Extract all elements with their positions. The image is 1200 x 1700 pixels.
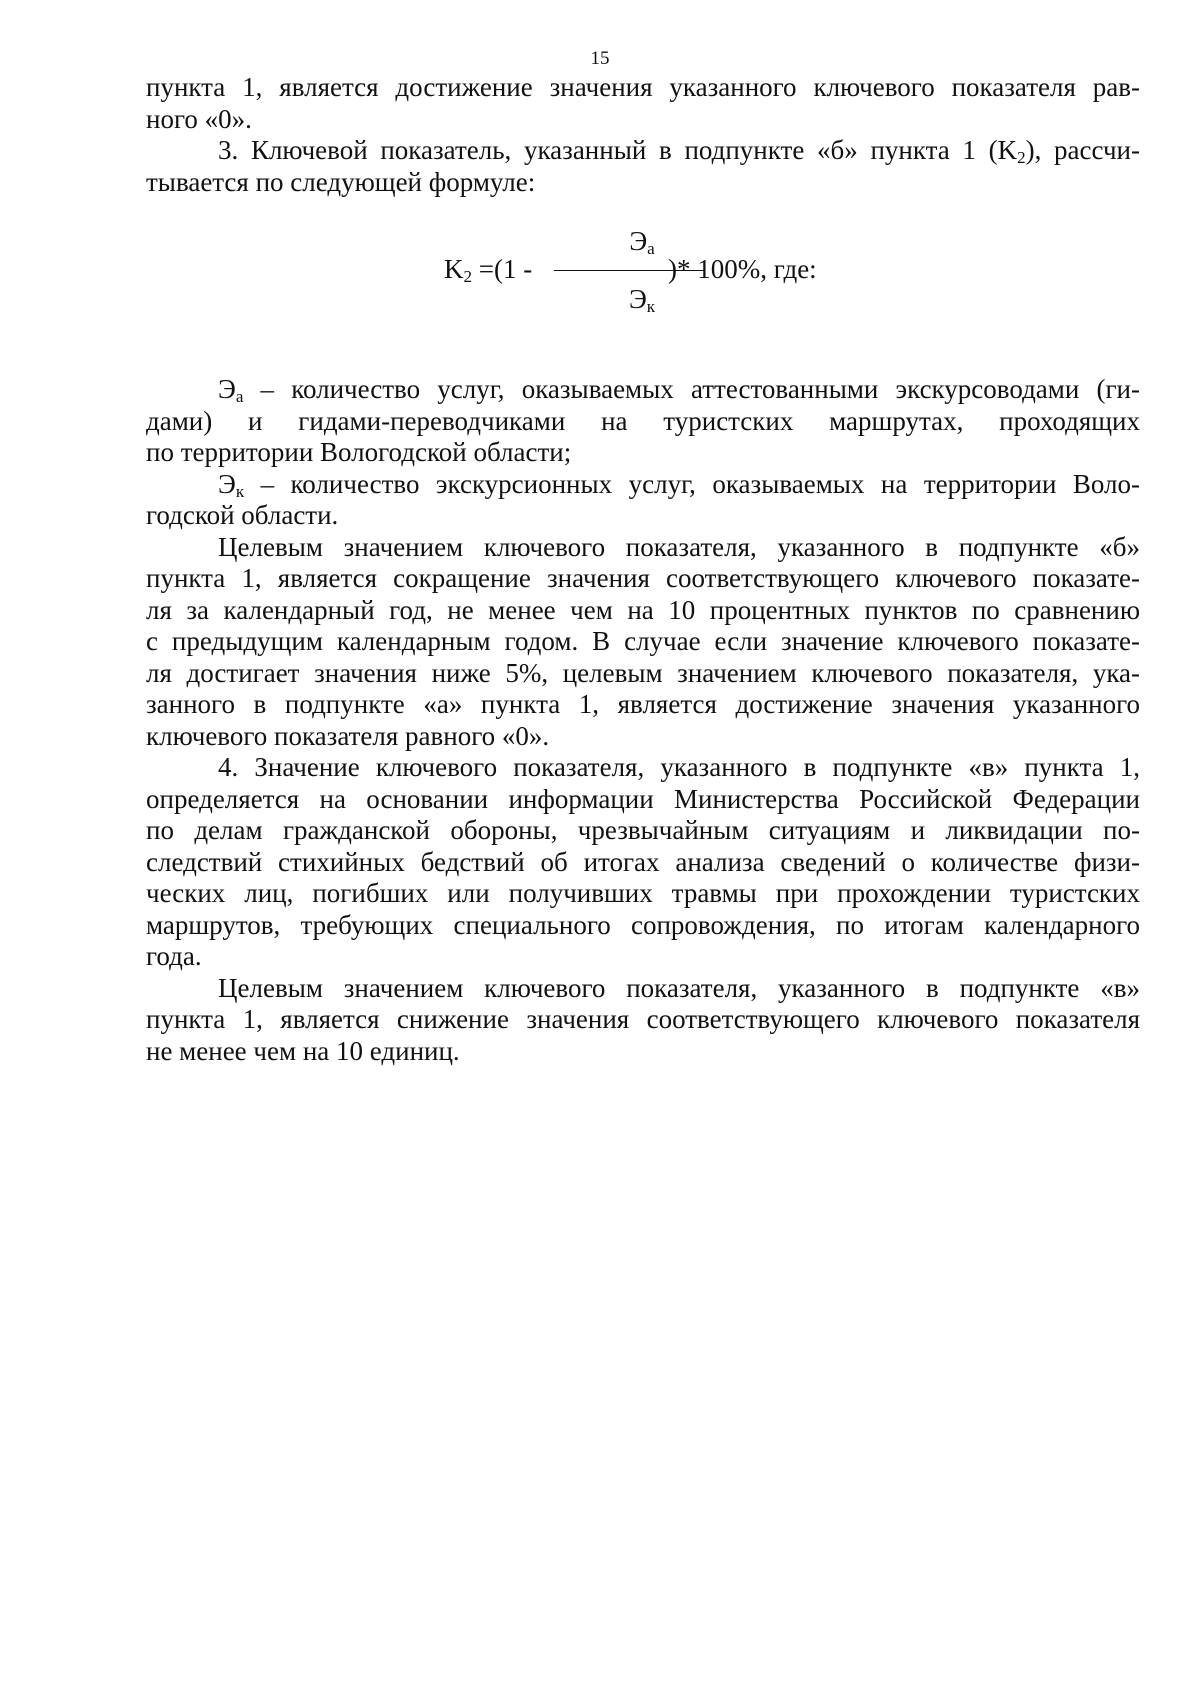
text-line: $Э_а$ – количество услуг, оказываемых аттестованными экскурсоводами (ги- <box>218 374 1140 406</box>
text-line: занного в подпункте «а» пункта 1, является достижение значения указанного <box>146 689 1140 719</box>
text-line: $Э_к$ – количество экскурсионных услуг, оказываемых на территории Воло- <box>218 468 1140 501</box>
text-line: пункта 1, является достижение значения указанного ключевого показателя рав- <box>146 72 1140 102</box>
text-line: тывается по следующей формуле: <box>146 166 536 197</box>
text-line: ного «0». <box>146 103 252 134</box>
text-line: пункта 1, является снижение значения соответствующего ключевого показателя <box>146 1004 1140 1034</box>
text-line: пункта 1, является сокращение значения соответствующего ключевого показате- <box>146 563 1140 593</box>
text-line: следствий стихийных бедствий об итогах анализа сведений о количестве физи- <box>146 846 1140 877</box>
text-line: определяется на основании информации Министерства Российской Федерации <box>146 783 1140 814</box>
text-line: по делам гражданской обороны, чрезвычайным ситуациям и ликвидации по- <box>146 815 1140 845</box>
text-line: годской области. <box>146 500 339 530</box>
text-line: дами) и гидами-переводчиками на туристских маршрутах, проходящих <box>146 405 1140 436</box>
text-line: 4. Значение ключевого показателя, указанного в подпункте «в» пункта 1, <box>218 752 1140 782</box>
page-number: 15 <box>590 48 610 69</box>
formula-lhs: $K_2 =(1$ - <box>444 254 533 286</box>
paragraph-item-4 <box>146 752 1140 973</box>
definition-ea <box>146 374 1140 469</box>
document-body <box>146 72 1140 1067</box>
text-line: ля достигает значения ниже 5%, целевым значением ключевого показателя, ука- <box>146 657 1140 688</box>
text-line: по территории Вологодской области; <box>146 437 572 467</box>
text-line: ческих лиц, погибших или получивших травмы при прохождении туристских <box>146 878 1140 908</box>
paragraph-item-3 <box>146 135 1140 198</box>
text-line: не менее чем на 10 единиц. <box>146 1035 460 1066</box>
definition-ek <box>146 469 1140 532</box>
text-line: ля за календарный год, не менее чем на 10 процентных пунктов по сравнению <box>146 594 1140 625</box>
paragraph-continuation <box>146 72 1140 135</box>
text-line: с предыдущим календарным годом. В случае если значение ключевого показате- <box>146 626 1140 656</box>
text-line: Целевым значением ключевого показателя, указанного в подпункте «б» <box>218 531 1140 562</box>
text-line: ключевого показателя равного «0». <box>146 720 550 751</box>
paragraph-target-v <box>146 973 1140 1068</box>
text-line: года. <box>146 941 202 971</box>
text-line: Целевым значением ключевого показателя, указанного в подпункте «в» <box>218 972 1140 1003</box>
text-line: маршрутов, требующих специального сопровождения, по итогам календарного <box>146 909 1140 940</box>
text-line: 3. Ключевой показатель, указанный в подпункте «б» пункта 1 $(K_2)$, рассчи- <box>218 135 1140 167</box>
formula-k2 <box>146 222 1140 334</box>
paragraph-target-b <box>146 532 1140 753</box>
formula-rhs: )* 100%, где: <box>668 254 817 284</box>
formula-denominator: $Э_к$ <box>628 284 656 316</box>
formula-numerator: $Э_а$ <box>629 226 655 258</box>
